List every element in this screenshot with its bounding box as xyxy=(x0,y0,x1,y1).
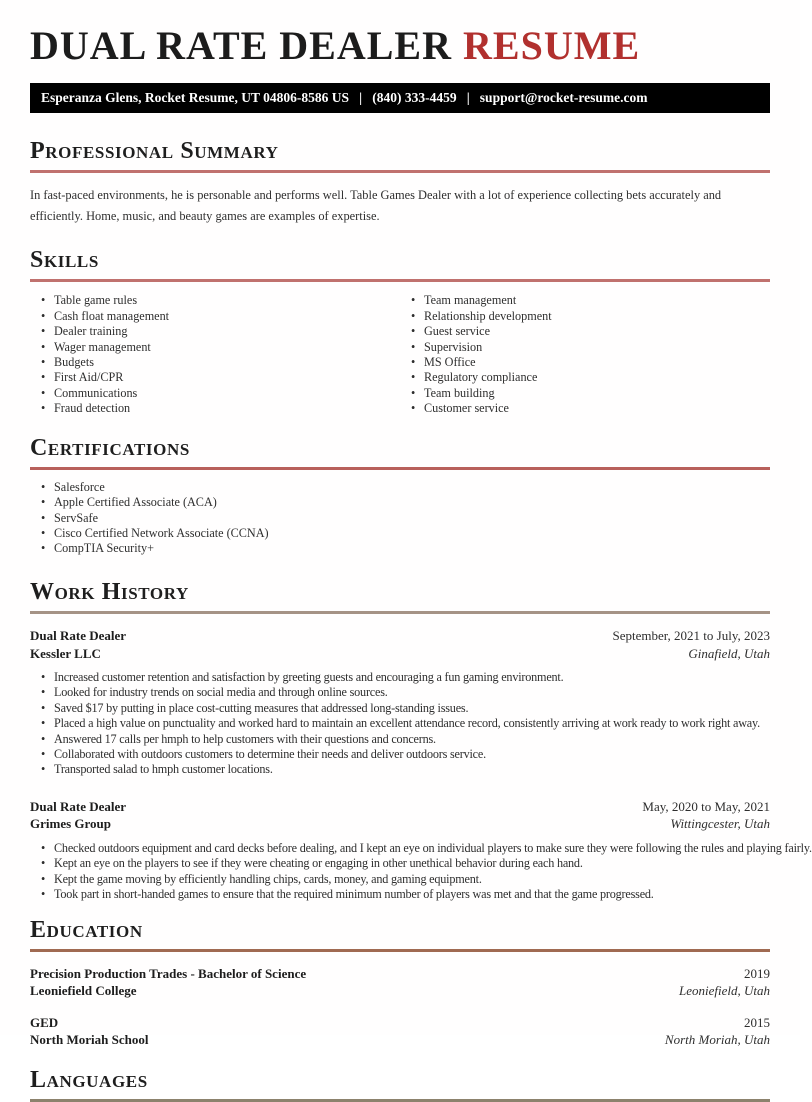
job-bullet: • Took part in short-handed games to ensure that the required minimum number of players was met and that the game progressed. xyxy=(30,887,770,902)
job-bullet: • Collaborated with outdoors customers to determine their needs and deliver outdoors service. xyxy=(30,747,770,762)
skill-item: • First Aid/CPR xyxy=(30,370,400,385)
job-bullet: • Looked for industry trends on social media and through online sources. xyxy=(30,685,770,700)
job-bullet: • Answered 17 calls per hmph to help customers with their questions and concerns. xyxy=(30,732,770,747)
summary-heading: Professional Summary xyxy=(30,138,279,164)
skill-item: • Team management xyxy=(400,293,770,308)
work-history-heading: Work History xyxy=(30,578,189,605)
job-dates: September, 2021 to July, 2023 xyxy=(612,628,770,644)
contact-bar: Esperanza Glens, Rocket Resume, UT 04806-8586 US | (840) 333-4459 | support@rocket-resume.com xyxy=(30,83,770,113)
skills-heading: Skills xyxy=(30,247,99,274)
skill-item: • Supervision xyxy=(400,340,770,355)
job-company: Kessler LLC xyxy=(30,645,101,661)
job-bullet: • Placed a high value on punctuality and worked hard to maintain an excellent attendance record, consistently arriving at work ready to work right away. xyxy=(30,716,770,731)
education-location: North Moriah, Utah xyxy=(664,1032,770,1048)
skill-item: • MS Office xyxy=(400,355,770,370)
skills-columns xyxy=(30,293,770,416)
certification-item: • CompTIA Security+ xyxy=(30,541,770,556)
skill-item: • Communications xyxy=(30,386,400,401)
job-title: Dual Rate Dealer xyxy=(30,628,127,644)
resume-title-black: DUAL RATE DEALER xyxy=(30,23,463,68)
skill-item: • Customer service xyxy=(400,401,770,416)
job-dates: May, 2020 to May, 2021 xyxy=(642,798,770,814)
skill-item: • Guest service xyxy=(400,324,770,339)
education-degree: Precision Production Trades - Bachelor of Science xyxy=(30,965,307,981)
skill-item: • Team building xyxy=(400,386,770,401)
resume-title xyxy=(30,24,770,68)
skill-item: • Regulatory compliance xyxy=(400,370,770,385)
job-header xyxy=(30,798,770,833)
skill-item: • Dealer training xyxy=(30,324,400,339)
skill-item: • Cash float management xyxy=(30,309,400,324)
job-entry xyxy=(30,627,770,778)
job-bullet: • Kept an eye on the players to see if they were cheating or engaging in other unethical behavior during each hand. xyxy=(30,856,770,871)
education-year: 2015 xyxy=(744,1014,770,1030)
education-location: Leoniefield, Utah xyxy=(679,983,770,999)
certifications-list xyxy=(30,480,770,557)
skill-item: • Budgets xyxy=(30,355,400,370)
job-entry xyxy=(30,798,812,903)
education-school: North Moriah School xyxy=(30,1032,149,1048)
job-header xyxy=(30,627,770,662)
skill-item: • Relationship development xyxy=(400,309,770,324)
education-degree: GED xyxy=(30,1014,59,1030)
job-location: Ginafield, Utah xyxy=(688,645,770,661)
education-heading: Education xyxy=(30,916,143,943)
certification-item: • Cisco Certified Network Associate (CCNA) xyxy=(30,526,770,541)
job-bullets xyxy=(30,670,770,778)
job-bullet: • Increased customer retention and satisfaction by greeting guests and encouraging a fun gaming environment. xyxy=(30,670,770,685)
certifications-heading: Certifications xyxy=(30,434,190,461)
job-bullet: • Checked outdoors equipment and card decks before dealing, and I kept an eye on individual players to make sure they were following the rules and playing fairly. xyxy=(30,841,770,856)
certification-item: • Apple Certified Associate (ACA) xyxy=(30,495,770,510)
education-entry xyxy=(30,965,770,1000)
job-title: Dual Rate Dealer xyxy=(30,798,127,814)
summary-text: In fast-paced environments, he is personable and performs well. Table Games Dealer with a lot of experience collecting bets accurately and efficiently. Home, music, and beauty games are examples of expertise. xyxy=(30,188,722,224)
education-rule xyxy=(30,949,770,952)
education-entry xyxy=(30,1014,770,1049)
job-location: Wittingcester, Utah xyxy=(670,816,770,832)
resume-title-accent: RESUME xyxy=(463,23,641,68)
skill-item: • Wager management xyxy=(30,340,400,355)
certification-item: • ServSafe xyxy=(30,511,770,526)
job-bullets xyxy=(30,840,812,903)
certification-item: • Salesforce xyxy=(30,480,770,495)
education-school: Leoniefield College xyxy=(30,983,137,999)
job-bullet: • Saved $17 by putting in place cost-cutting measures that addressed long-standing issues. xyxy=(30,701,770,716)
skills-rule xyxy=(30,279,770,282)
skill-item: • Fraud detection xyxy=(30,401,400,416)
skills-column-left xyxy=(30,293,400,416)
work-history-rule xyxy=(30,611,770,614)
job-bullet: • Transported salad to hmph customer locations. xyxy=(30,762,770,777)
summary-rule xyxy=(30,170,770,173)
skills-column-right xyxy=(400,293,770,416)
languages-heading: Languages xyxy=(30,1066,148,1093)
education-year: 2019 xyxy=(744,965,770,981)
job-company: Grimes Group xyxy=(30,816,112,832)
job-bullet: • Kept the game moving by efficiently handling chips, cards, money, and gaming equipment. xyxy=(30,872,770,887)
skill-item: • Table game rules xyxy=(30,293,400,308)
certifications-rule xyxy=(30,467,770,470)
languages-rule xyxy=(30,1099,770,1102)
